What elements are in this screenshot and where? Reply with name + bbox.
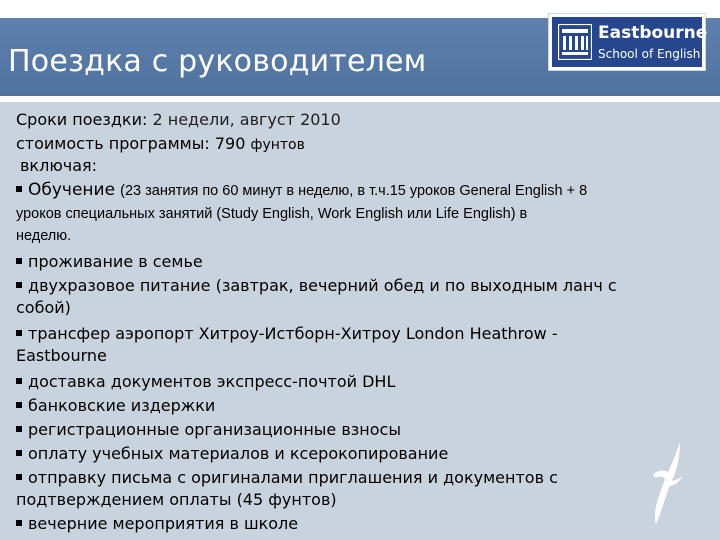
education-text-end: неделю.	[16, 228, 72, 244]
education-line	[16, 180, 587, 200]
list-item: регистрационные организационные взносы	[16, 420, 401, 439]
square-bullet-icon	[16, 474, 22, 480]
list-item: проживание в семье	[16, 252, 203, 271]
square-bullet-icon	[16, 330, 22, 336]
list-item-cont: подтверждением оплаты (45 фунтов)	[16, 490, 337, 509]
logo-background	[552, 17, 708, 67]
square-bullet-icon	[16, 450, 22, 456]
seagull-icon	[636, 440, 692, 528]
slide-title: Поездка с руководителем	[8, 44, 427, 79]
list-item: двухразовое питание (завтрак, вечерний обед и по выходным ланч с	[16, 276, 617, 295]
list-item: вечерние мероприятия в школе	[16, 514, 298, 533]
education-text: (23 занятия по 60 минут в неделю, в т.ч.15 уроков General English + 8	[120, 183, 588, 199]
building-crest-icon	[558, 24, 592, 60]
cost-line	[16, 134, 305, 153]
list-item: трансфер аэропорт Хитроу-Истборн-Хитроу London Heathrow -	[16, 324, 558, 343]
list-item: доставка документов экспресс-почтой DHL	[16, 372, 395, 391]
education-label: Обучение	[28, 180, 116, 200]
logo-subtitle: School of English	[598, 47, 701, 61]
square-bullet-icon	[16, 282, 22, 288]
square-bullet-icon	[16, 186, 22, 192]
logo-name: Eastbourne	[598, 23, 708, 43]
cost-value: 790	[214, 134, 246, 153]
square-bullet-icon	[16, 258, 22, 264]
duration-line	[16, 110, 341, 129]
list-item: банковские издержки	[16, 396, 215, 415]
list-item-cont: собой)	[16, 298, 71, 317]
duration-value: 2 недели, август 2010	[152, 110, 341, 129]
list-item: оплату учебных материалов и ксерокопирование	[16, 444, 448, 463]
square-bullet-icon	[16, 378, 22, 384]
duration-label: Сроки поездки:	[16, 110, 148, 129]
school-logo	[548, 13, 706, 71]
square-bullet-icon	[16, 520, 22, 526]
education-text-cont: уроков специальных занятий (Study English, Work English или Life English) в	[16, 206, 528, 222]
cost-label: стоимость программы:	[16, 134, 210, 153]
cost-unit: фунтов	[250, 137, 305, 153]
list-item: отправку письма с оригиналами приглашения и документов с	[16, 468, 558, 487]
includes-label: включая:	[20, 156, 98, 175]
list-item-cont: Eastbourne	[16, 346, 107, 365]
square-bullet-icon	[16, 402, 22, 408]
square-bullet-icon	[16, 426, 22, 432]
